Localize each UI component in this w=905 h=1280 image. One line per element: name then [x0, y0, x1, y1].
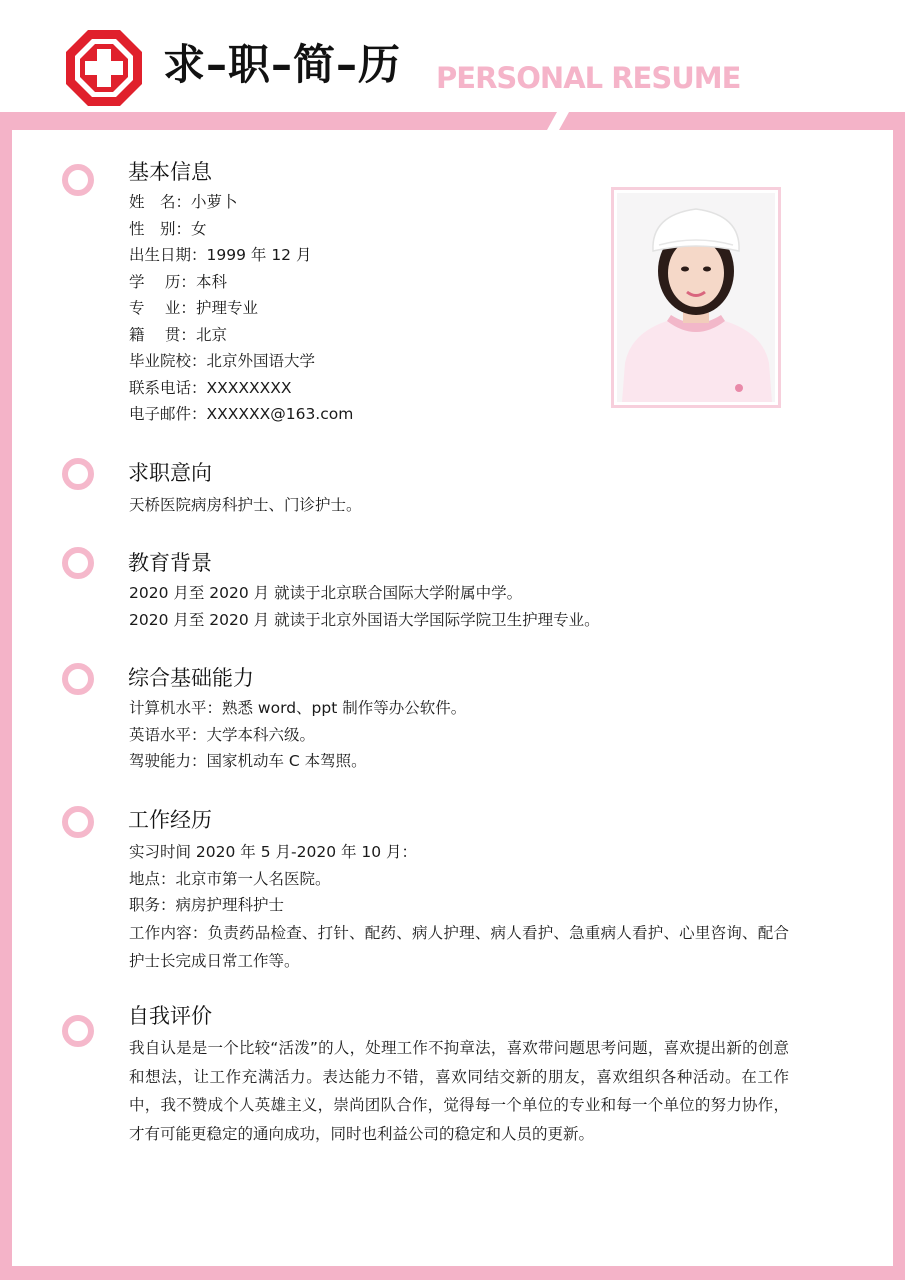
section-bullet-icon: [62, 547, 94, 579]
info-hometown: 籍 贯：北京: [129, 325, 227, 344]
info-birthdate: 出生日期：1999 年 12 月: [129, 246, 312, 264]
work-item: 职务：病房护理科护士: [129, 896, 285, 914]
section-bullet-icon: [62, 164, 94, 196]
info-degree: 学 历：本科: [129, 272, 227, 291]
medical-cross-icon: [66, 30, 142, 106]
self-eval-text: 我自认是是一个比较“活泼”的人，处理工作不拘章法，喜欢带问题思考问题，喜欢提出新的创意和想法，让工作充满活力。表达能力不错，喜欢同结交新的朋友，喜欢组织各种活动。在工作中，我不赞成个人英雄主义，崇尚团队合作，觉得每一个单位的专业和每一个单位的努力协作，才有可能更稳定的通向成功，同时也利益公司的稳定和人员的更新。: [129, 1039, 789, 1143]
resume-title: 求–职–简–历: [163, 40, 402, 89]
work-item: 地点：北京市第一人名医院。: [129, 869, 331, 888]
section-title: 综合基础能力: [128, 666, 254, 690]
header-band: [0, 112, 905, 130]
info-gender: 性 别：女: [129, 219, 207, 238]
info-major: 专 业：护理专业: [129, 299, 258, 317]
work-list: [129, 839, 789, 976]
info-name: 姓 名：小萝卜: [129, 193, 238, 211]
resume-subtitle: PERSONAL RESUME: [436, 61, 741, 95]
skills-list: [129, 695, 789, 775]
self-eval-wrap: [129, 1034, 789, 1148]
education-item: 2020 月至 2020 月 就读于北京联合国际大学附属中学。: [129, 584, 523, 602]
skill-item: 驾驶能力：国家机动车 C 本驾照。: [129, 752, 367, 770]
basic-info-list: [129, 189, 789, 428]
info-school: 毕业院校：北京外国语大学: [129, 352, 316, 370]
section-bullet-icon: [62, 663, 94, 695]
section-title: 基本信息: [128, 160, 212, 184]
section-title: 求职意向: [128, 461, 212, 485]
info-phone: 联系电话：XXXXXXXX: [129, 378, 292, 397]
education-list: [129, 580, 789, 633]
section-title: 自我评价: [128, 1004, 212, 1028]
work-content: 工作内容：负责药品检查、打针、配药、病人护理、病人看护、急重病人看护、心里咨询、配合护士长完成日常工作等。: [129, 923, 789, 970]
section-bullet-icon: [62, 806, 94, 838]
skill-item: 英语水平：大学本科六级。: [129, 725, 316, 744]
section-bullet-icon: [62, 1015, 94, 1047]
education-item: 2020 月至 2020 月 就读于北京外国语大学国际学院卫生护理专业。: [129, 610, 600, 629]
info-email: 电子邮件：XXXXXX@163.com: [129, 405, 354, 423]
work-item: 实习时间 2020 年 5 月-2020 年 10 月：: [129, 843, 418, 861]
job-intention-text: 天桥医院病房科护士、门诊护士。: [129, 496, 362, 514]
skill-item: 计算机水平：熟悉 word、ppt 制作等办公软件。: [129, 699, 467, 717]
job-intention-text-wrap: [129, 492, 789, 519]
header: [0, 0, 905, 112]
section-title: 工作经历: [128, 808, 212, 832]
section-title: 教育背景: [128, 551, 212, 575]
section-bullet-icon: [62, 458, 94, 490]
